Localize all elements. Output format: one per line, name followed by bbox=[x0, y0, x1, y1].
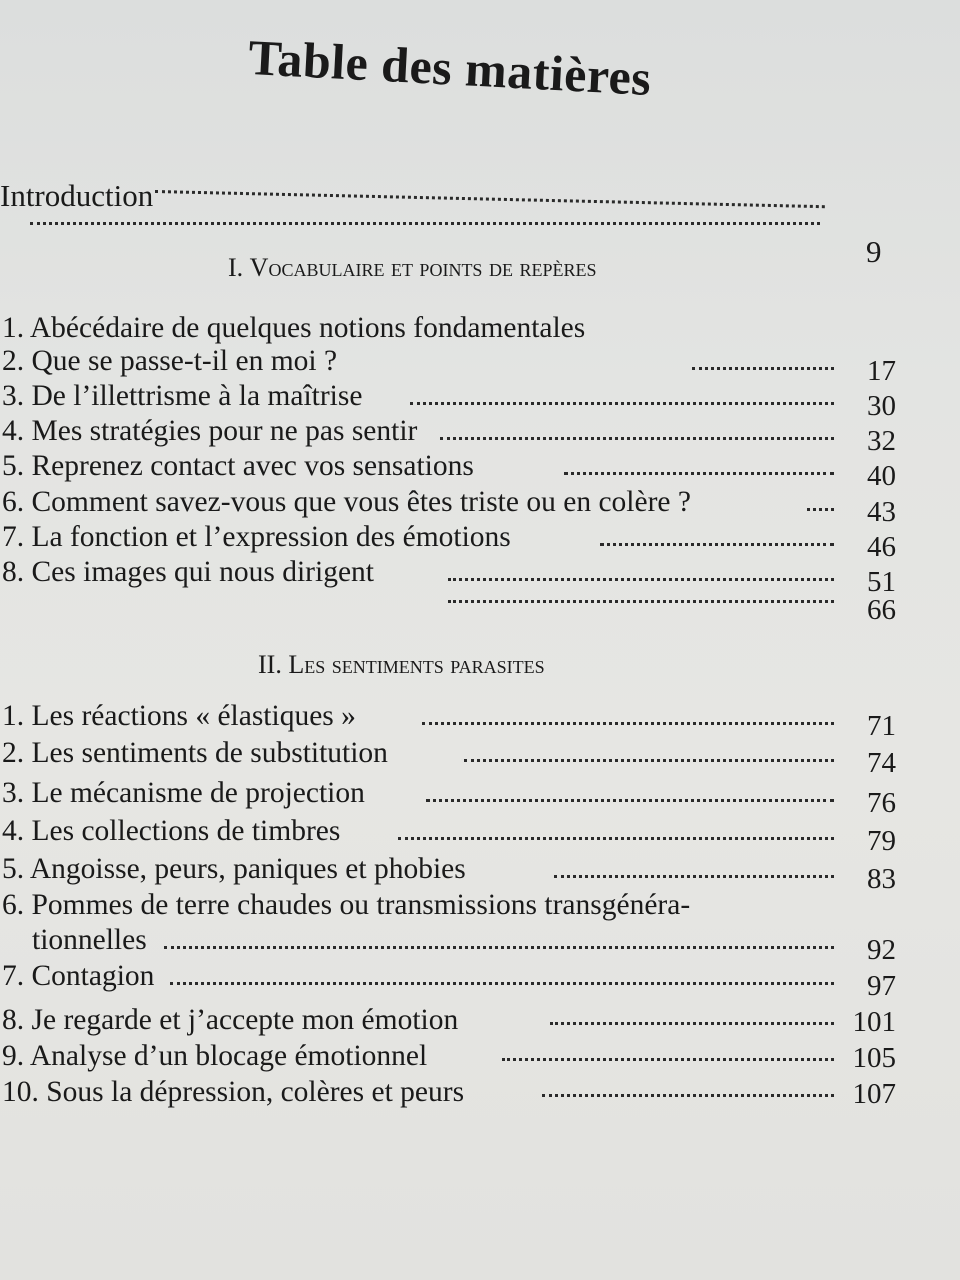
toc-entry bbox=[2, 853, 898, 895]
toc-entry bbox=[2, 312, 898, 348]
dot-leader bbox=[440, 437, 834, 440]
entry-page-number: 40 bbox=[867, 460, 896, 492]
entry-page-number: 9 bbox=[866, 234, 882, 269]
entry-label: 3. Le mécanisme de projection bbox=[2, 777, 365, 809]
toc-entry bbox=[2, 415, 898, 457]
entry-page-number: 46 bbox=[867, 531, 896, 563]
dot-leader bbox=[448, 600, 834, 603]
dot-leader bbox=[164, 946, 834, 949]
dot-leader bbox=[422, 722, 834, 725]
entry-page-number: 97 bbox=[867, 970, 896, 1002]
dot-leader bbox=[426, 799, 834, 802]
entry-label: 2. Que se passe-t-il en moi ? bbox=[2, 345, 338, 377]
entry-page-number: 107 bbox=[852, 1078, 896, 1110]
entry-page-number: 30 bbox=[867, 390, 896, 422]
dot-leader bbox=[30, 222, 820, 225]
dot-leader bbox=[564, 472, 834, 475]
entry-label: 4. Mes stratégies pour ne pas sentir bbox=[2, 415, 418, 447]
section-numeral: II. bbox=[258, 650, 282, 679]
toc-entry bbox=[2, 889, 898, 925]
toc-entry bbox=[2, 815, 898, 857]
section-numeral: I. bbox=[228, 253, 244, 282]
toc-entry bbox=[2, 777, 898, 819]
dot-leader bbox=[692, 367, 834, 370]
toc-entry bbox=[2, 700, 898, 742]
entry-label: Introduction bbox=[0, 178, 154, 213]
dot-leader bbox=[807, 508, 834, 511]
toc-entry bbox=[2, 450, 898, 492]
entry-label: 5. Reprenez contact avec vos sensations bbox=[2, 450, 474, 482]
toc-entry bbox=[2, 584, 898, 626]
entry-page-number: 66 bbox=[867, 594, 896, 626]
entry-label: 6. Comment savez-vous que vous êtes triste ou en colère ? bbox=[2, 486, 691, 518]
entry-label: 8. Je regarde et j’accepte mon émotion bbox=[2, 1004, 459, 1036]
entry-label: 5. Angoisse, peurs, paniques et phobies bbox=[2, 853, 466, 885]
toc-entry bbox=[2, 380, 898, 422]
entry-label: 3. De l’illettrisme à la maîtrise bbox=[2, 380, 363, 412]
entry-label: 2. Les sentiments de substitution bbox=[2, 737, 388, 769]
entry-page-number: 32 bbox=[867, 425, 896, 457]
entry-page-number: 43 bbox=[867, 496, 896, 528]
entry-label: 1. Les réactions « élastiques » bbox=[2, 700, 356, 732]
toc-entry bbox=[2, 960, 898, 1002]
section-title: Les sentiments parasites bbox=[288, 650, 545, 679]
toc-entry bbox=[2, 1076, 898, 1112]
entry-page-number: 92 bbox=[867, 934, 896, 966]
toc-entry bbox=[2, 345, 898, 387]
toc-entry-continuation bbox=[2, 924, 898, 966]
page-title: Table des matières bbox=[247, 28, 653, 107]
toc-entry bbox=[2, 521, 898, 563]
dot-leader bbox=[398, 837, 834, 840]
dot-leader bbox=[600, 543, 834, 546]
entry-label: 7. Contagion bbox=[2, 960, 155, 992]
dot-leader bbox=[464, 759, 834, 762]
entry-page-number: 17 bbox=[867, 355, 896, 387]
dot-leader bbox=[448, 578, 834, 581]
toc-entry bbox=[2, 486, 898, 528]
dot-leader bbox=[550, 1022, 834, 1025]
entry-label: 10. Sous la dépression, colères et peurs bbox=[2, 1076, 465, 1108]
entry-label-continuation: tionnelles bbox=[32, 924, 147, 956]
entry-page-number: 105 bbox=[852, 1042, 896, 1074]
dot-leader bbox=[170, 982, 834, 985]
dot-leader bbox=[155, 190, 825, 208]
entry-page-number: 79 bbox=[867, 825, 896, 857]
dot-leader bbox=[502, 1058, 834, 1061]
entry-label: 4. Les collections de timbres bbox=[2, 815, 341, 847]
section-heading-2 bbox=[258, 650, 545, 680]
toc-entry bbox=[2, 1004, 898, 1040]
entry-label: 6. Pommes de terre chaudes ou transmissions transgénéra- bbox=[2, 889, 691, 921]
section-heading-1 bbox=[228, 253, 596, 283]
dot-leader bbox=[410, 402, 834, 405]
entry-page-number: 101 bbox=[852, 1006, 896, 1038]
entry-label: 8. Ces images qui nous dirigent bbox=[2, 556, 374, 588]
toc-entry bbox=[2, 737, 898, 779]
entry-label: 9. Analyse d’un blocage émotionnel bbox=[2, 1040, 428, 1072]
dot-leader bbox=[554, 875, 834, 878]
entry-page-number: 74 bbox=[867, 747, 896, 779]
entry-page-number: 51 bbox=[867, 566, 896, 598]
entry-page-number: 76 bbox=[867, 787, 896, 819]
entry-label: 1. Abécédaire de quelques notions fondamentales bbox=[2, 312, 586, 344]
entry-page-number: 71 bbox=[867, 710, 896, 742]
section-title: Vocabulaire et points de repères bbox=[249, 253, 597, 282]
toc-entry bbox=[2, 1040, 898, 1076]
entry-label: 7. La fonction et l’expression des émotions bbox=[2, 521, 511, 553]
dot-leader bbox=[542, 1094, 834, 1097]
entry-page-number: 83 bbox=[867, 863, 896, 895]
